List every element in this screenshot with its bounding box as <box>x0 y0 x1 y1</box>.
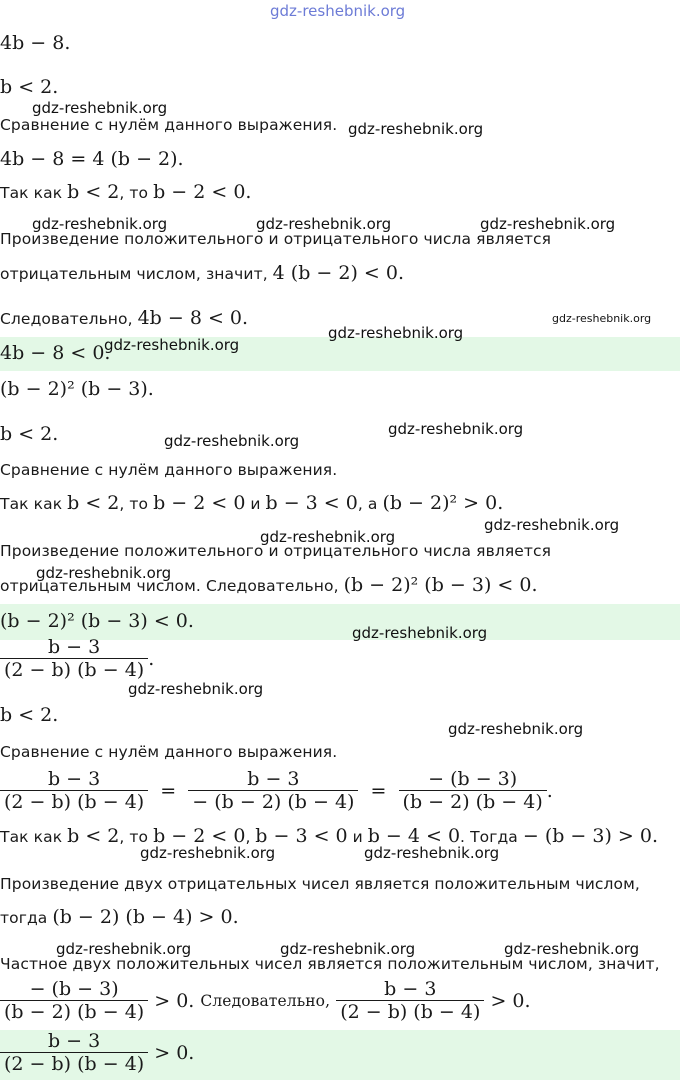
p3-since-to: , то <box>119 828 149 846</box>
p2-rule2-text: отрицательным числом. Следовательно, <box>0 577 339 595</box>
p3-hence-gt2: > 0. <box>490 989 531 1012</box>
p1-since-a: b < 2 <box>67 181 120 203</box>
p3-eq-den3: (b − 2) (b − 4) <box>399 790 547 813</box>
watermark: gdz-reshebnik.org <box>32 215 168 233</box>
p3-answer-gt: > 0. <box>154 1041 195 1064</box>
p3-answer-frac <box>0 1030 148 1075</box>
p3-answer <box>0 1030 194 1075</box>
p3-since-then: . Тогда <box>460 828 518 846</box>
watermark: gdz-reshebnik.org <box>56 940 192 958</box>
p3-hence-text: Следовательно, <box>200 991 331 1010</box>
watermark: gdz-reshebnik.org <box>448 720 584 738</box>
p3-since-lead: Так как <box>0 828 63 846</box>
p2-since-d: (b − 2)² > 0. <box>382 492 504 514</box>
watermark: gdz-reshebnik.org <box>552 312 652 325</box>
p3-hence-den1: (b − 2) (b − 4) <box>0 1000 148 1023</box>
p1-factor: 4b − 8 = 4 (b − 2). <box>0 148 184 170</box>
watermark: gdz-reshebnik.org <box>504 940 640 958</box>
p3-since-c: b − 3 < 0 <box>255 825 348 847</box>
watermark: gdz-reshebnik.org <box>256 215 392 233</box>
p2-rule2-math: (b − 2)² (b − 3) < 0. <box>343 574 538 596</box>
p2-since-and: и <box>250 495 261 513</box>
p1-hence-math: 4b − 8 < 0. <box>137 307 249 329</box>
p3-rule-line1: Произведение двух отрицательных чисел является положительным числом, <box>0 875 640 893</box>
p2-since-to: , то <box>119 495 149 513</box>
watermark: gdz-reshebnik.org <box>104 336 240 354</box>
p3-fraction <box>0 636 148 681</box>
p2-answer: (b − 2)² (b − 3) < 0. <box>0 610 194 632</box>
p3-rule-line3: Частное двух положительных чисел является положительным числом, значит, <box>0 955 660 973</box>
p3-eq-frac1 <box>0 768 148 813</box>
p3-hence-gt: > 0. <box>154 989 195 1012</box>
p3-rule-line2 <box>0 906 239 928</box>
p1-hence-text: Следовательно, <box>0 310 133 328</box>
p3-eq-frac2 <box>188 768 358 813</box>
p1-since-b: b − 2 < 0. <box>153 181 252 203</box>
watermark: gdz-reshebnik.org <box>260 528 396 546</box>
p3-hence-frac2 <box>336 978 484 1023</box>
p3-hence-frac1 <box>0 978 148 1023</box>
watermark: gdz-reshebnik.org <box>36 564 172 582</box>
p3-since-d: b − 4 < 0 <box>367 825 461 847</box>
p2-since-a: b < 2 <box>67 492 120 514</box>
p1-since-lead: Так как <box>0 184 63 202</box>
p1-compare-text: Сравнение с нулём данного выражения. <box>0 116 338 134</box>
p1-hence-line <box>0 307 248 329</box>
p3-expression: $\frac{b - 3}{(2 - b) (b - 4)}$ . <box>0 636 154 681</box>
watermark: gdz-reshebnik.org <box>32 99 168 117</box>
p3-eq-num1: b − 3 <box>47 768 101 790</box>
p1-expression: 4b − 8. <box>0 32 71 54</box>
p3-since-e: − (b − 3) > 0. <box>522 825 659 847</box>
p3-eq-num2: b − 3 <box>247 768 300 790</box>
watermark: gdz-reshebnik.org <box>328 324 464 342</box>
p2-compare-text: Сравнение с нулём данного выражения. <box>0 461 338 479</box>
p2-condition: b < 2. <box>0 423 59 445</box>
watermark: gdz-reshebnik.org <box>280 940 416 958</box>
watermark: gdz-reshebnik.org <box>128 680 264 698</box>
p1-rule-line2 <box>0 262 404 284</box>
p3-rule2-math: (b − 2) (b − 4) > 0. <box>52 906 239 928</box>
p1-answer: 4b − 8 < 0. <box>0 342 111 364</box>
p3-since-a: b < 2 <box>67 825 120 847</box>
p2-expression: (b − 2)² (b − 3). <box>0 378 154 400</box>
watermark: gdz-reshebnik.org <box>388 420 524 438</box>
p3-eq-den2: − (b − 2) (b − 4) <box>188 790 358 813</box>
p3-hence-den2: (2 − b) (b − 4) <box>336 1000 484 1023</box>
p2-rule-line1: Произведение положительного и отрицательного числа является <box>0 542 552 560</box>
p1-rule2-math: 4 (b − 2) < 0. <box>272 262 405 284</box>
p3-eq-num3: − (b − 3) <box>428 768 518 790</box>
p2-since-b: b − 2 < 0 <box>153 492 246 514</box>
p2-since-comma: , а <box>357 495 378 513</box>
p3-equation: $\frac{b - 3}{(2 - b) (b - 4)}$ = $\frac{b - 3}{- (b - 2) (b - 4)}$ = $\frac{- (b - 3)}{(b - 2) (b - 4)}$ . <box>0 768 553 813</box>
p3-hence-num1: − (b − 3) <box>29 978 119 1000</box>
p1-since-mid: , то <box>119 184 149 202</box>
watermark: gdz-reshebnik.org <box>480 215 616 233</box>
watermark: gdz-reshebnik.org <box>484 516 620 534</box>
p3-rule2-text: тогда <box>0 909 48 927</box>
p3-compare-text: Сравнение с нулём данного выражения. <box>0 743 338 761</box>
watermark: gdz-reshebnik.org <box>270 2 406 20</box>
watermark: gdz-reshebnik.org <box>164 432 300 450</box>
p3-frac-den: (2 − b) (b − 4) <box>0 658 148 681</box>
p3-frac-num: b − 3 <box>47 636 101 658</box>
p3-eq-frac3 <box>399 768 547 813</box>
p3-hence-line <box>0 978 531 1023</box>
watermark: gdz-reshebnik.org <box>352 624 488 642</box>
p1-rule-line1: Произведение положительного и отрицательного числа является <box>0 230 552 248</box>
p2-since-lead: Так как <box>0 495 63 513</box>
watermark: gdz-reshebnik.org <box>364 844 500 862</box>
p1-rule2-text: отрицательным числом, значит, <box>0 265 268 283</box>
p3-condition: b < 2. <box>0 704 59 726</box>
p2-since-line <box>0 492 503 514</box>
p3-hence-num2: b − 3 <box>384 978 437 1000</box>
p1-condition: b < 2. <box>0 76 59 98</box>
p3-since-b: b − 2 < 0 <box>153 825 246 847</box>
p1-since-line <box>0 181 251 203</box>
p3-answer-num: b − 3 <box>47 1030 101 1052</box>
watermark: gdz-reshebnik.org <box>348 120 484 138</box>
p3-eq-den1: (2 − b) (b − 4) <box>0 790 148 813</box>
p3-since-line: Так как b < 2, то b − 2 < 0, b − 3 < 0 и b − 4 < 0. Тогда − (b − 3) > 0. <box>0 825 659 847</box>
p3-since-and: и <box>352 828 363 846</box>
watermark: gdz-reshebnik.org <box>140 844 276 862</box>
p2-since-c: b − 3 < 0 <box>265 492 358 514</box>
p3-answer-den: (2 − b) (b − 4) <box>0 1052 148 1075</box>
